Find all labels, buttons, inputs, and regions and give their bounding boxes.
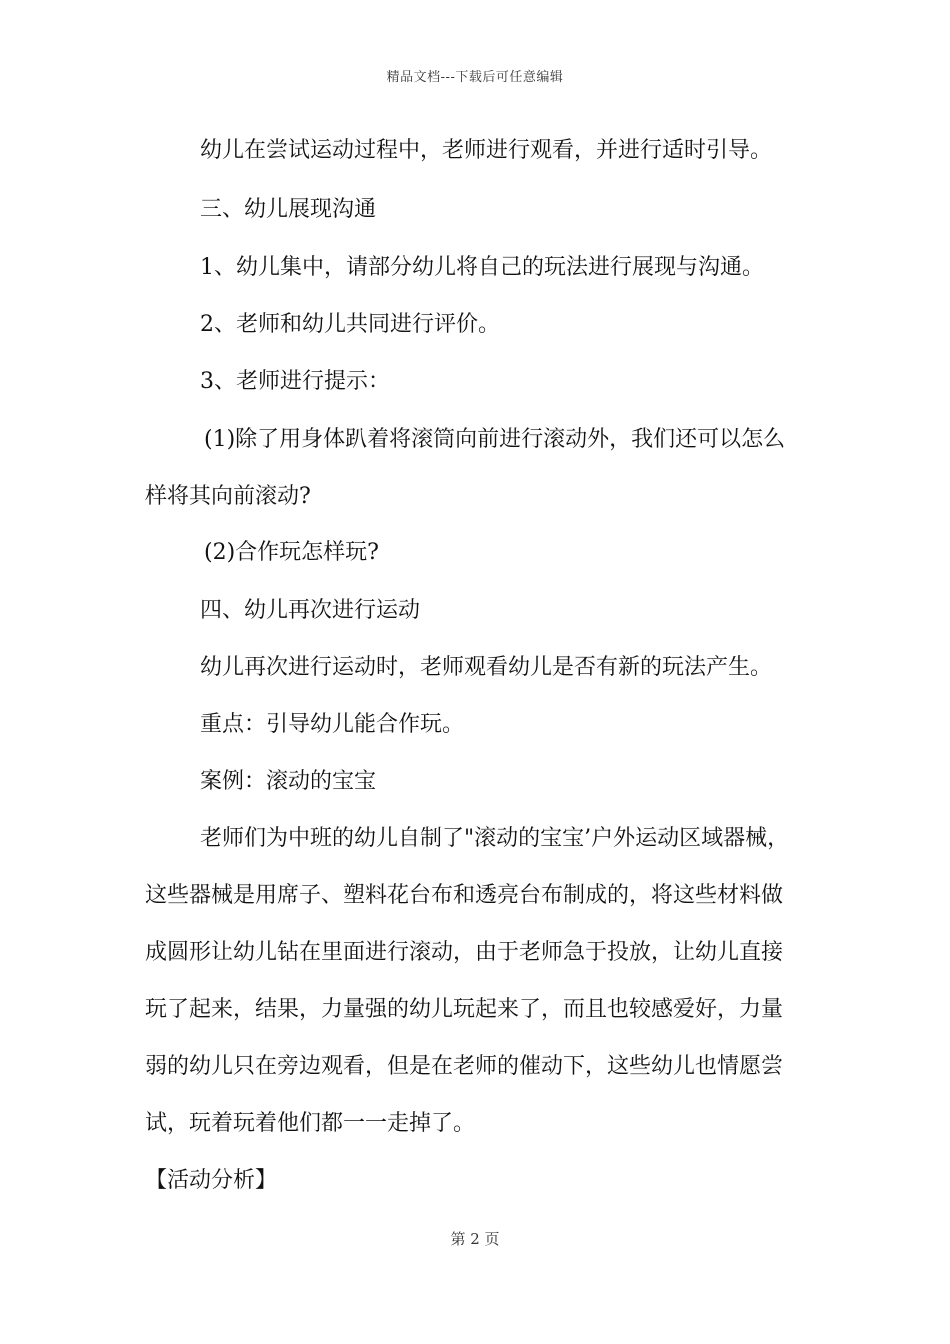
paragraph-line: 这些器械是用席子、塑料花台布和透亮台布制成的，将这些材料做: [145, 883, 784, 908]
sub-item: (1)除了用身体趴着将滚筒向前进行滚动外，我们还可以怎么: [204, 427, 786, 452]
paragraph-line: 玩了起来，结果，力量强的幼儿玩起来了，而且也较感爱好，力量: [145, 997, 784, 1022]
paragraph-line: 幼儿再次进行运动时，老师观看幼儿是否有新的玩法产生。: [200, 655, 773, 680]
section-bracket-heading: 【活动分析】: [145, 1168, 278, 1193]
paragraph-line: 弱的幼儿只在旁边观看，但是在老师的催动下，这些幼儿也情愿尝: [145, 1054, 784, 1079]
section-heading: 四、幼儿再次进行运动: [200, 598, 421, 623]
list-item: 3、老师进行提示：: [200, 369, 390, 394]
sub-item: (2)合作玩怎样玩?: [204, 540, 379, 565]
paragraph-line: 成圆形让幼儿钻在里面进行滚动，由于老师急于投放，让幼儿直接: [145, 940, 784, 965]
list-item: 1、幼儿集中，请部分幼儿将自己的玩法进行展现与沟通。: [200, 255, 764, 280]
list-item: 2、老师和幼儿共同进行评价。: [200, 312, 500, 337]
case-title: 案例：滚动的宝宝: [200, 769, 377, 794]
page-header: 精品文档---下载后可任意编辑: [386, 70, 564, 85]
sub-item-continuation: 样将其向前滚动?: [145, 484, 311, 509]
paragraph-line: 老师们为中班的幼儿自制了"滚动的宝宝’户外运动区域器械，: [200, 826, 790, 851]
paragraph-line: 重点：引导幼儿能合作玩。: [200, 712, 465, 737]
paragraph-line: 幼儿在尝试运动过程中，老师进行观看，并进行适时引导。: [200, 138, 773, 163]
section-heading: 三、幼儿展现沟通: [200, 197, 377, 222]
paragraph-line: 试，玩着玩着他们都一一走掉了。: [145, 1111, 476, 1136]
page-number: 第 2 页: [450, 1230, 500, 1248]
